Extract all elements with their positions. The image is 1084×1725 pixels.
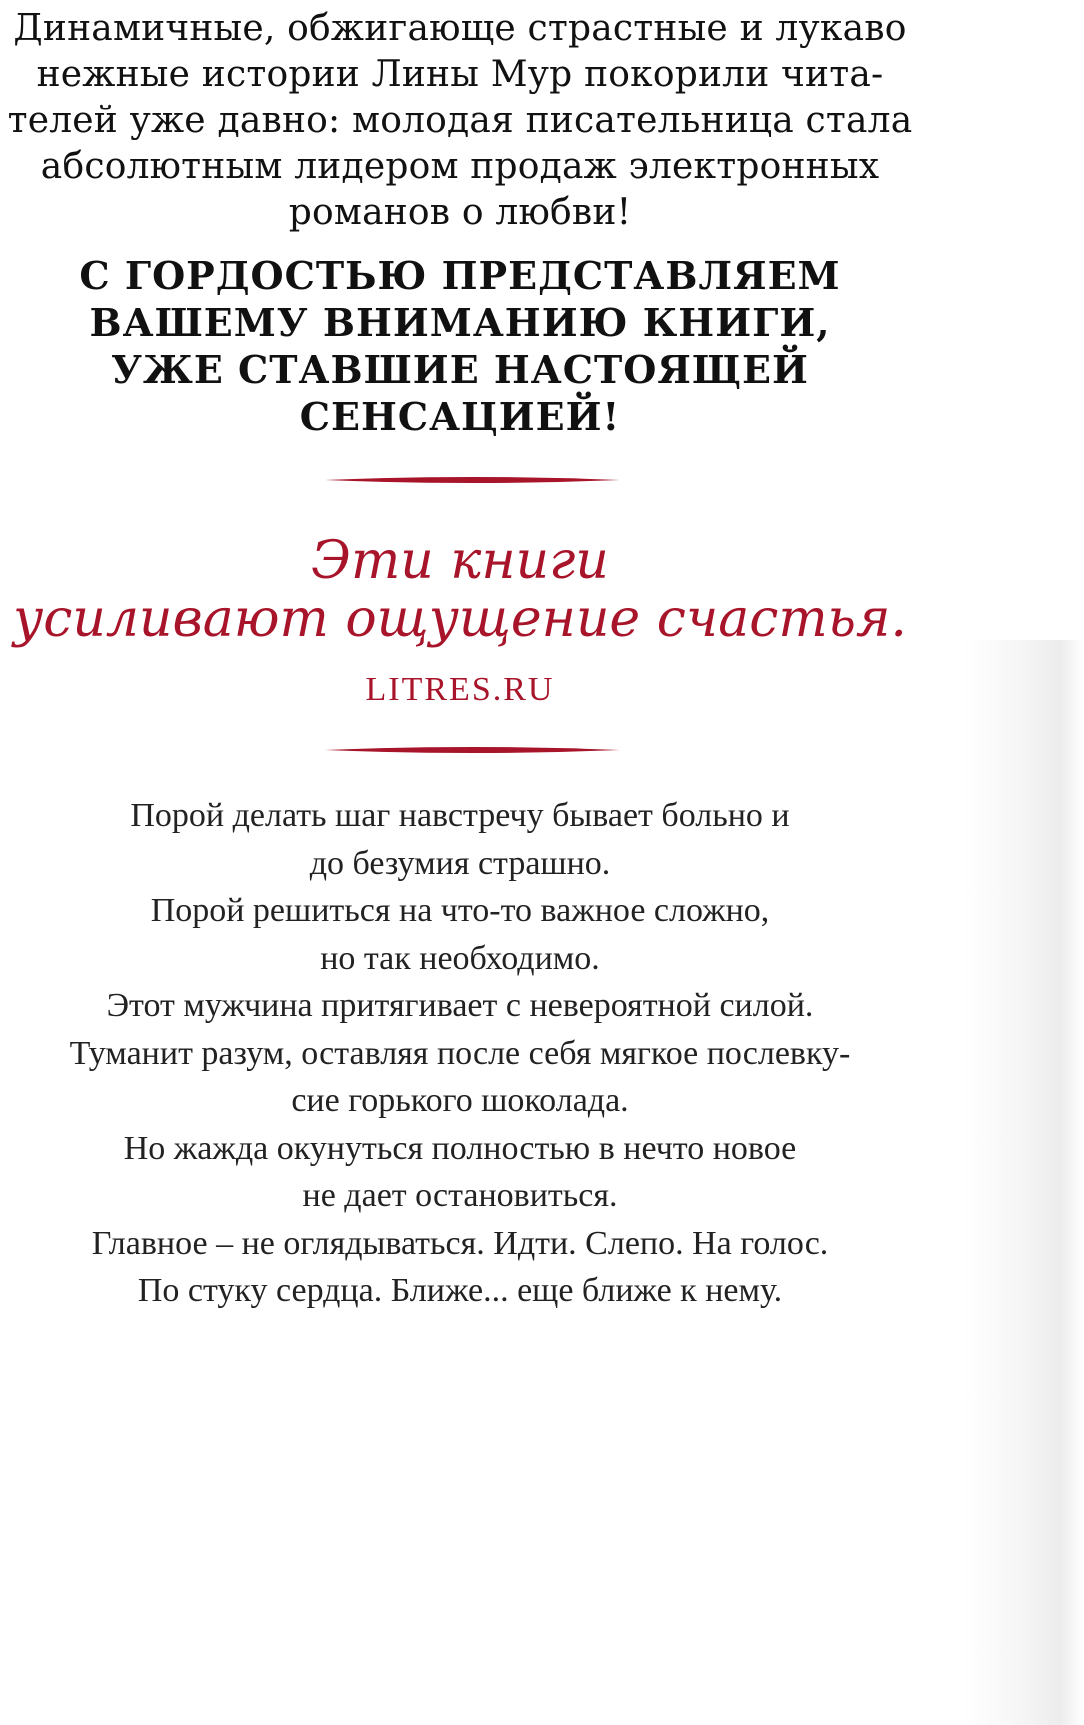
intro-line: абсолютным лидером продаж электронных (40, 146, 880, 187)
book-blurb (0, 792, 920, 1315)
headline-line: УЖЕ СТАВШИЕ НАСТОЯЩЕЙ (111, 347, 809, 392)
page-edge-shadow (964, 640, 1084, 1725)
ornamental-divider-bottom (325, 744, 620, 756)
blurb-line: Туманит разум, оставляя после себя мягкое послевку- (69, 1034, 851, 1072)
headline-line: ВАШЕМУ ВНИМАНИЮ КНИГИ, (89, 300, 831, 345)
blurb-line: но так необходимо. (320, 939, 600, 977)
blurb-line: Но жажда окунуться полностью в нечто новое (123, 1129, 797, 1167)
headline-line: СЕНСАЦИЕЙ! (299, 394, 621, 439)
intro-line: телей уже давно: молодая писательница стала (7, 100, 913, 141)
blurb-line: до безумия страшно. (309, 844, 611, 882)
blurb-line: Порой решиться на что-то важное сложно, (150, 892, 770, 929)
intro-line: Динамичные, обжигающе страстные и лукаво (13, 8, 907, 49)
intro-line: нежные истории Лины Мур покорили чита- (36, 54, 884, 95)
blurb-line: не дает остановиться. (302, 1177, 618, 1214)
blurb-line: сие горького шоколада. (291, 1082, 629, 1119)
blurb-line: По стуку сердца. Ближе... еще ближе к нему. (137, 1272, 783, 1309)
blurb-line: Главное – не оглядываться. Идти. Слепо. На голос. (91, 1224, 829, 1262)
headline-line: С ГОРДОСТЬЮ ПРЕДСТАВЛЯЕМ (79, 253, 841, 298)
quote-source: LITRES.RU (365, 671, 555, 708)
quote (0, 532, 920, 648)
ornamental-divider-top (325, 474, 620, 486)
intro-paragraph (0, 6, 920, 236)
blurb-line: Порой делать шаг навстречу бывает больно и (130, 797, 790, 834)
blurb-line: Этот мужчина притягивает с невероятной силой. (106, 987, 814, 1024)
quote-line: Эти книги (311, 531, 609, 591)
quote-line: усиливают ощущение счастья. (13, 589, 907, 649)
headline (0, 252, 920, 440)
intro-line: романов о любви! (288, 192, 632, 233)
